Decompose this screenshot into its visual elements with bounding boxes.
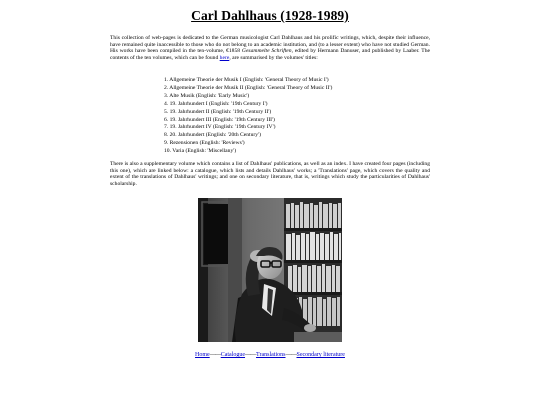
volume-item: 9. Rezensionen (English: 'Reviews') xyxy=(164,140,245,147)
volume-item: 10. Varia (English: 'Miscellany') xyxy=(164,148,237,155)
catalogue-link[interactable]: Catalogue xyxy=(220,352,246,358)
translations-link[interactable]: Translations xyxy=(256,352,286,358)
footer-separator: —— xyxy=(209,352,221,358)
footer-nav xyxy=(0,351,540,359)
here-link[interactable]: here xyxy=(219,54,230,61)
volume-item: 5. 19. Jahrhundert II (English: '19th Century II') xyxy=(164,108,272,115)
volume-item: 4. 19. Jahrhundert I (English: '19th Century I') xyxy=(164,100,268,107)
home-link[interactable]: Home xyxy=(195,352,210,358)
intro-text-3: , are summarised by the volumes' titles: xyxy=(229,54,318,61)
volume-item: 1. Allgemeine Theorie der Musik I (English: 'General Theory of Music I') xyxy=(164,77,329,83)
footer-separator: —— xyxy=(285,352,297,358)
volume-item: 8. 20. Jahrhundert (English: '20th Century') xyxy=(164,132,261,139)
supplement-paragraph: There is also a supplementary volume which contains a list of Dahlhaus' publications, as well as an index. I have created four pages (including this one), which are linked below: a catalogue, which lists and details Dahlhaus' works; a 'Translations' page, which covers the quality and extent of the translations of Dahlhaus' writings; and one on secondary literature, that is, writings which study the particularities of Dahlhaus' scholarship. xyxy=(110,161,430,187)
volume-item: 7. 19. Jahrhundert IV (English: '19th Century IV') xyxy=(164,124,276,131)
volume-list xyxy=(164,77,332,156)
footer-separator: —— xyxy=(245,352,257,358)
intro-text-1: This collection of web-pages is dedicated to the German musicologist Carl Dahlhaus and his prolific writings, which, despite their influence, have remained quite inaccessible to those who do not belong to an academic institution, and (to a lesser extent) who have not studied German. His works have been compiled in the ten-volume, €1858 xyxy=(110,35,430,55)
page-title: Carl Dahlhaus (1928-1989) xyxy=(191,8,349,23)
volume-item: 3. Alte Musik (English: 'Early Music') xyxy=(164,92,250,99)
volume-item: 6. 19. Jahrhundert III (English: '19th Century III') xyxy=(164,116,275,123)
intro-text-2: , edited by Hermann Danuser, and published by Laaber. The contents of the ten volumes, which can be found xyxy=(110,48,430,61)
portrait-photo xyxy=(198,198,342,342)
intro-italic-title: Gesammelte Schriften xyxy=(241,48,292,55)
intro-paragraph xyxy=(110,35,430,61)
volume-item: 2. Allgemeine Theorie der Musik II (English: 'General Theory of Music II') xyxy=(164,84,333,91)
secondary-literature-link[interactable]: Secondary literature xyxy=(296,352,345,358)
